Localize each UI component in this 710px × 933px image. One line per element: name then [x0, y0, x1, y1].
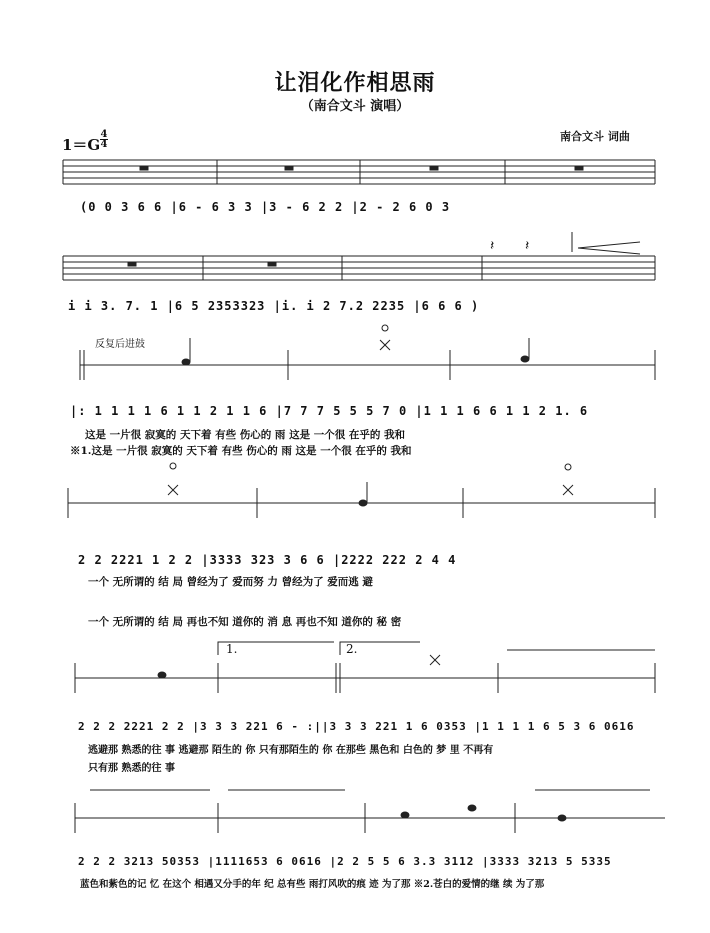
lyric-line-5b: 只有那 熟悉的往 事 — [88, 763, 175, 774]
staff-6 — [75, 790, 665, 833]
time-signature-top: 4 — [100, 129, 108, 140]
lyric-line-3b: ※1.这是 一片很 寂寞的 天下着 有些 伤心的 雨 这是 一个很 在乎的 我和 — [70, 445, 412, 457]
performer-subtitle: （南合文斗 演唱） — [300, 99, 410, 114]
composer-credit: 南合文斗 词曲 — [560, 130, 630, 143]
jianpu-line-2: i i 3. 7. 1 |6 5 2353323 |i. i 2 7.2 2235 |6 6 6 ) — [68, 299, 480, 313]
performance-note: 反复后进鼓 — [95, 339, 145, 350]
lyric-line-3a: 这是 一片很 寂寞的 天下着 有些 伤心的 雨 这是 一个很 在乎的 我和 — [85, 429, 406, 441]
volta-2: 2. — [346, 642, 358, 656]
jianpu-line-4: 2 2 2221 1 2 2 |3333 323 3 6 6 |2222 222 2 4 4 — [78, 553, 457, 567]
staff-4 — [68, 463, 655, 518]
lyric-line-4b: 一个 无所谓的 结 局 再也不知 道你的 消 息 再也不知 道你的 秘 密 — [88, 616, 402, 628]
jianpu-line-3: |: 1 1 1 1 6 1 1 2 1 1 6 |7 7 7 5 5 5 7 0 |1 1 1 6 6 1 1 2 1. 6 — [70, 404, 589, 418]
time-signature-bottom: 4 — [100, 139, 108, 150]
staff-5 — [75, 642, 655, 693]
svg-text:𝄽: 𝄽 — [490, 238, 495, 254]
svg-text:𝄽: 𝄽 — [525, 238, 530, 254]
volta-1: 1. — [226, 642, 238, 656]
jianpu-line-6: 2 2 2 3213 50353 |1111653 6 0616 |2 2 5 5 6 3.3 3112 |3333 3213 5 5335 — [78, 855, 612, 868]
key-signature: 1＝G — [62, 136, 101, 154]
lyric-line-5a: 逃避那 熟悉的往 事 逃避那 陌生的 你 只有那陌生的 你 在那些 黑色和 白色的 梦 里 不再有 — [88, 745, 494, 756]
lyric-line-6a: 蓝色和紫色的记 忆 在这个 相遇又分手的年 纪 总有些 雨打风吹的痕 迹 为了那 ※2.苍白的爱情的继 续 为了那 — [80, 879, 545, 890]
staff-1 — [63, 160, 655, 184]
staff-2 — [63, 232, 655, 280]
jianpu-line-5: 2 2 2 2221 2 2 |3 3 3 221 6 - :||3 3 3 221 1 6 0353 |1 1 1 1 6 5 3 6 0616 — [78, 720, 635, 733]
jianpu-line-1: (0 0 3 6 6 |6 - 6 3 3 |3 - 6 2 2 |2 - 2 6 0 3 — [80, 200, 451, 214]
staff-3 — [80, 325, 655, 380]
lyric-line-4a: 一个 无所谓的 结 局 曾经为了 爱而努 力 曾经为了 爱而逃 避 — [88, 576, 373, 588]
song-title: 让泪化作相思雨 — [274, 71, 436, 96]
